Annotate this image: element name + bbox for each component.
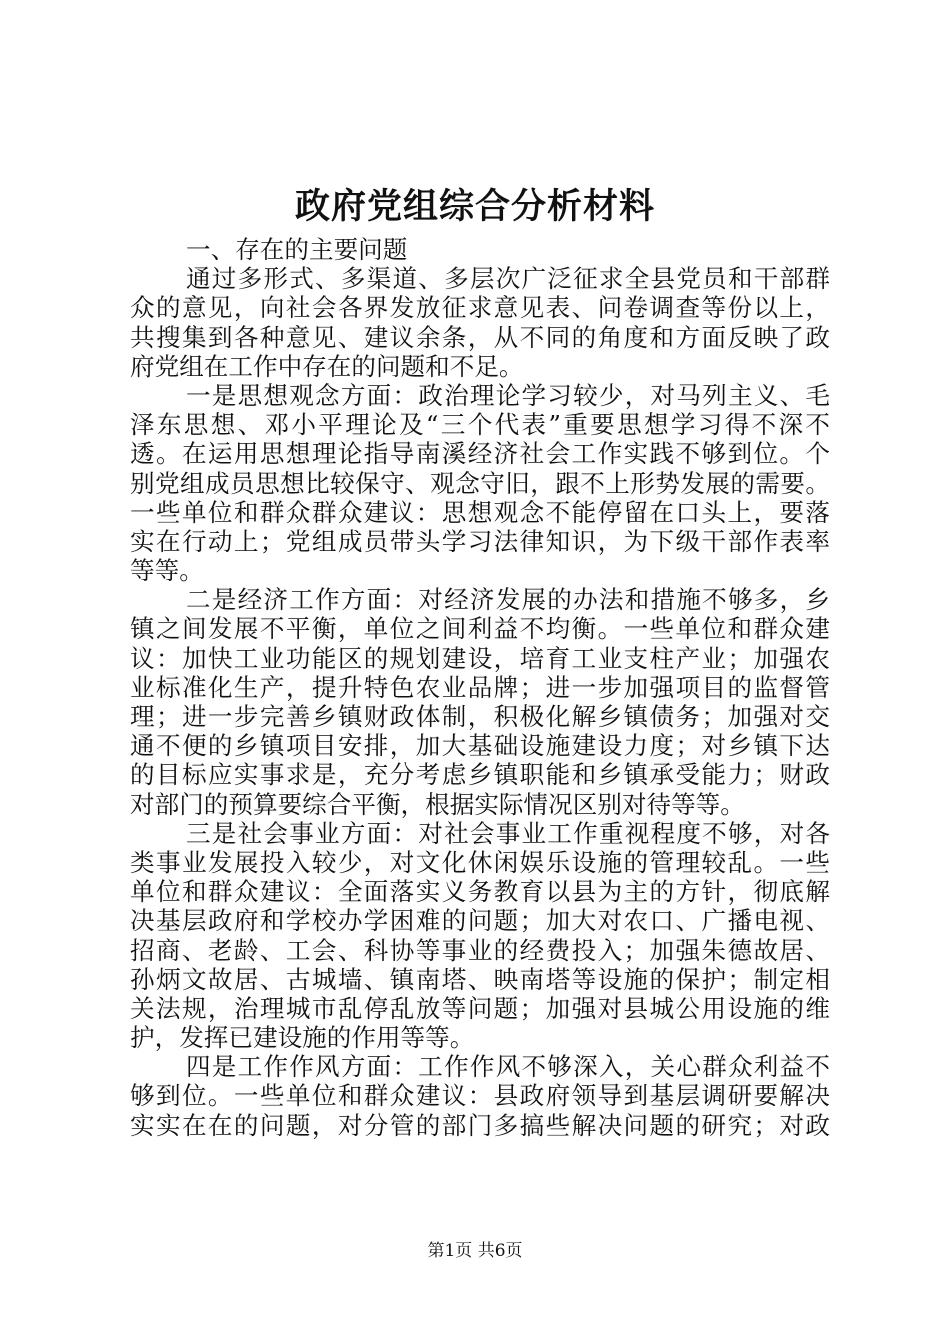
text-line: 决基层政府和学校办学困难的问题；加大对农口、广播电视、: [130, 906, 830, 936]
text-line: 府党组在工作中存在的问题和不足。: [130, 351, 524, 381]
text-line: 议：加快工业功能区的规划建设，培育工业支柱产业；加强农: [130, 643, 830, 673]
text-line: 实实在在的问题，对分管的部门多搞些解决问题的研究；对政: [130, 1110, 830, 1140]
document-title: 政府党组综合分析材料: [294, 186, 655, 227]
text-line: 等等。: [130, 556, 204, 586]
text-line: 共搜集到各种意见、建议余条，从不同的角度和方面反映了政: [130, 322, 830, 352]
page-footer: 第1页 共6页: [427, 1241, 523, 1261]
text-line: 镇之间发展不平衡，单位之间利益不均衡。一些单位和群众建: [130, 614, 830, 644]
text-line: 类事业发展投入较少，对文化休闲娱乐设施的管理较乱。一些: [130, 847, 830, 877]
text-line: 实在行动上；党组成员带头学习法律知识，为下级干部作表率: [130, 526, 830, 556]
text-line: 理；进一步完善乡镇财政体制，积极化解乡镇债务；加强对交: [130, 702, 830, 731]
text-line: 四是工作作风方面：工作作风不够深入，关心群众利益不: [186, 1052, 830, 1082]
text-line: 三是社会事业方面：对社会事业工作重视程度不够，对各: [186, 818, 830, 848]
text-line: 对部门的预算要综合平衡，根据实际情况区别对待等等。: [130, 789, 745, 819]
text-line: 护，发挥已建设施的作用等等。: [130, 1023, 475, 1053]
text-line: 招商、老龄、工会、科协等事业的经费投入；加强朱德故居、: [130, 935, 830, 965]
text-line: 通过多形式、多渠道、多层次广泛征求全县党员和干部群: [186, 264, 830, 294]
text-line: 的目标应实事求是，充分考虑乡镇职能和乡镇承受能力；财政: [130, 760, 830, 790]
text-line: 孙炳文故居、古城墙、镇南塔、映南塔等设施的保护；制定相: [130, 964, 830, 994]
text-line: 一些单位和群众群众建议：思想观念不能停留在口头上，要落: [130, 497, 830, 527]
text-line: 一、存在的主要问题: [186, 235, 408, 264]
text-line: 众的意见，向社会各界发放征求意见表、问卷调查等份以上，: [130, 293, 830, 323]
document-body: [130, 235, 830, 1140]
text-line: 关法规，治理城市乱停乱放等问题；加强对县城公用设施的维: [130, 993, 830, 1023]
text-line: 透。在运用思想理论指导南溪经济社会工作实践不够到位。个: [130, 439, 830, 469]
text-line: 二是经济工作方面：对经济发展的办法和措施不够多，乡: [186, 585, 830, 615]
text-line: 通不便的乡镇项目安排，加大基础设施建设力度；对乡镇下达: [130, 731, 830, 761]
text-line: 泽东思想、邓小平理论及“三个代表”重要思想学习得不深不: [130, 410, 830, 440]
text-line: 单位和群众建议：全面落实义务教育以县为主的方针，彻底解: [130, 877, 830, 907]
text-line: 一是思想观念方面：政治理论学习较少，对马列主义、毛: [186, 380, 830, 410]
text-line: 别党组成员思想比较保守、观念守旧，跟不上形势发展的需要。: [130, 468, 830, 498]
text-line: 够到位。一些单位和群众建议：县政府领导到基层调研要解决: [130, 1081, 830, 1111]
text-line: 业标准化生产，提升特色农业品牌；进一步加强项目的监督管: [130, 672, 830, 702]
